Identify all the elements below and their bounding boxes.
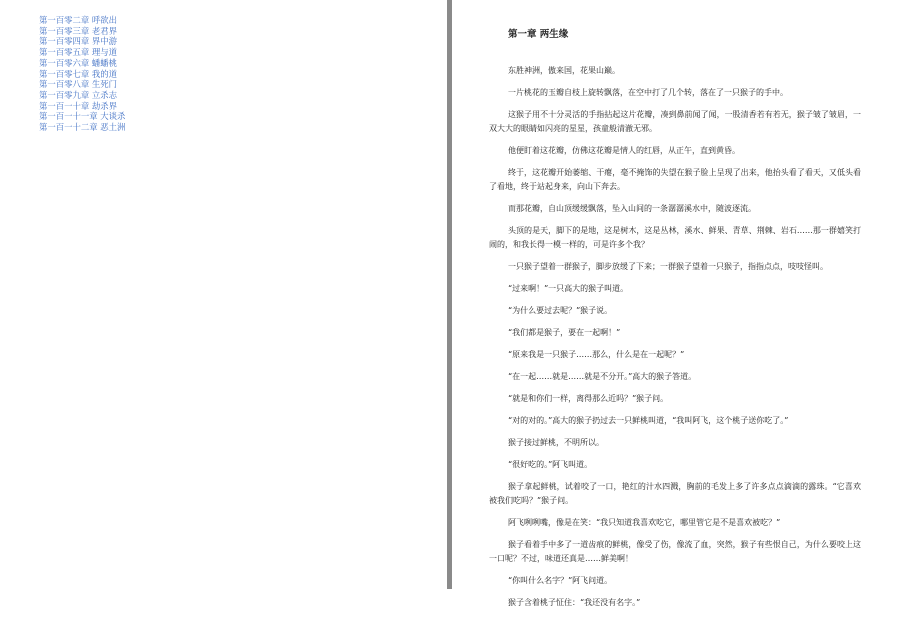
paragraph: “对的对的。”高大的猴子扔过去一只鲜桃叫道，“我叫阿飞，这个桃子送你吃了。” [508,416,789,425]
paragraph: 一只猴子望着一群猴子，脚步放缓了下来；一群猴子望着一只猴子，指指点点，吱吱怪叫。 [508,262,828,271]
paragraph: 头顶的是天，脚下的是地，这是树木，这是丛林，溪水、鲜果、青草、荆棘、岩石……那一群嬉笑打闹的，和我长得一模一样的，可是许多个我？ [489,226,861,249]
chapter-body [489,64,861,610]
toc-link[interactable]: 第一百一十章 劫杀界 [39,100,118,111]
chapter-page [489,28,861,618]
paragraph: “过来啊！”一只高大的猴子叫道。 [508,284,629,293]
paragraph: “就是和你们一样，离得那么近吗？”猴子问。 [508,394,669,403]
paragraph: 他便盯着这花瓣，仿佛这花瓣是情人的红唇，从正午，直到黄昏。 [508,146,740,155]
paragraph: 终于，这花瓣开始萎缩、干瘪，毫不掩饰的失望在猴子脸上呈现了出来，他抬头看了看天，又低头看了看地，终于站起身来，向山下奔去。 [489,168,861,191]
paragraph: “在一起……就是……就是不分开。”高大的猴子答道。 [508,372,697,381]
table-of-contents [39,15,439,133]
toc-link[interactable]: 第一百零八章 生死门 [39,79,118,90]
toc-link[interactable]: 第一百零六章 蟠蟠桃 [39,57,118,68]
toc-link[interactable]: 第一百零二章 呼欲出 [39,15,118,25]
toc-link[interactable]: 第一百一十二章 恶土洲 [39,122,126,133]
paragraph: 猴子拿起鲜桃，试着咬了一口，艳红的汁水四溅，胸前的毛发上多了许多点点滴滴的露珠。“它喜欢被我们吃吗？”猴子问。 [489,482,861,505]
paragraph: 阿飞咧咧嘴，像是在笑：“我只知道我喜欢吃它，哪里管它是不是喜欢被吃？” [508,518,781,527]
toc-link[interactable]: 第一百零七章 我的道 [39,68,118,79]
paragraph: 一片桃花的玉瓣自枝上旋转飘落，在空中打了几个转，落在了一只猴子的手中。 [508,88,788,97]
toc-link[interactable]: 第一百零三章 老君界 [39,25,118,36]
paragraph: 这猴子用不十分灵活的手指拈起这片花瓣，凑到鼻前闻了闻，一股清香若有若无，猴子皱了皱眉，一双大大的眼睛如闪亮的星星，孩童般清澈无邪。 [489,110,861,133]
toc-link[interactable]: 第一百零四章 界中游 [39,36,118,47]
paragraph: “为什么要过去呢？”猴子说。 [508,306,613,315]
paragraph: 猴子接过鲜桃，不明所以。 [508,438,604,447]
paragraph: 猴子含着桃子怔住：“我还没有名字。” [508,598,641,607]
paragraph: “你叫什么名字？”阿飞问道。 [508,576,613,585]
toc-link[interactable]: 第一百一十一章 大谈杀 [39,111,126,122]
paragraph: “很好吃的。”阿飞叫道。 [508,460,593,469]
paragraph: 而那花瓣，自山顶缓缓飘落，坠入山间的一条潺潺溪水中，随波逐流。 [508,204,756,213]
paragraph: 猴子看着手中多了一道齿痕的鲜桃，像受了伤，像流了血，突然，猴子有些恨自己，为什么要咬上这一口呢？不过，味道还真是……鲜美啊！ [489,540,861,563]
toc-link[interactable]: 第一百零九章 立杀志 [39,89,118,100]
chapter-title: 第一章 两生缘 [508,29,569,40]
paragraph: “我们都是猴子，要在一起啊！” [508,328,621,337]
paragraph: 东胜神洲，傲来国，花果山巅。 [508,66,620,75]
paragraph: “原来我是一只猴子……那么，什么是在一起呢？” [508,350,685,359]
toc-link[interactable]: 第一百零五章 理与道 [39,47,118,58]
page-divider [447,0,452,589]
